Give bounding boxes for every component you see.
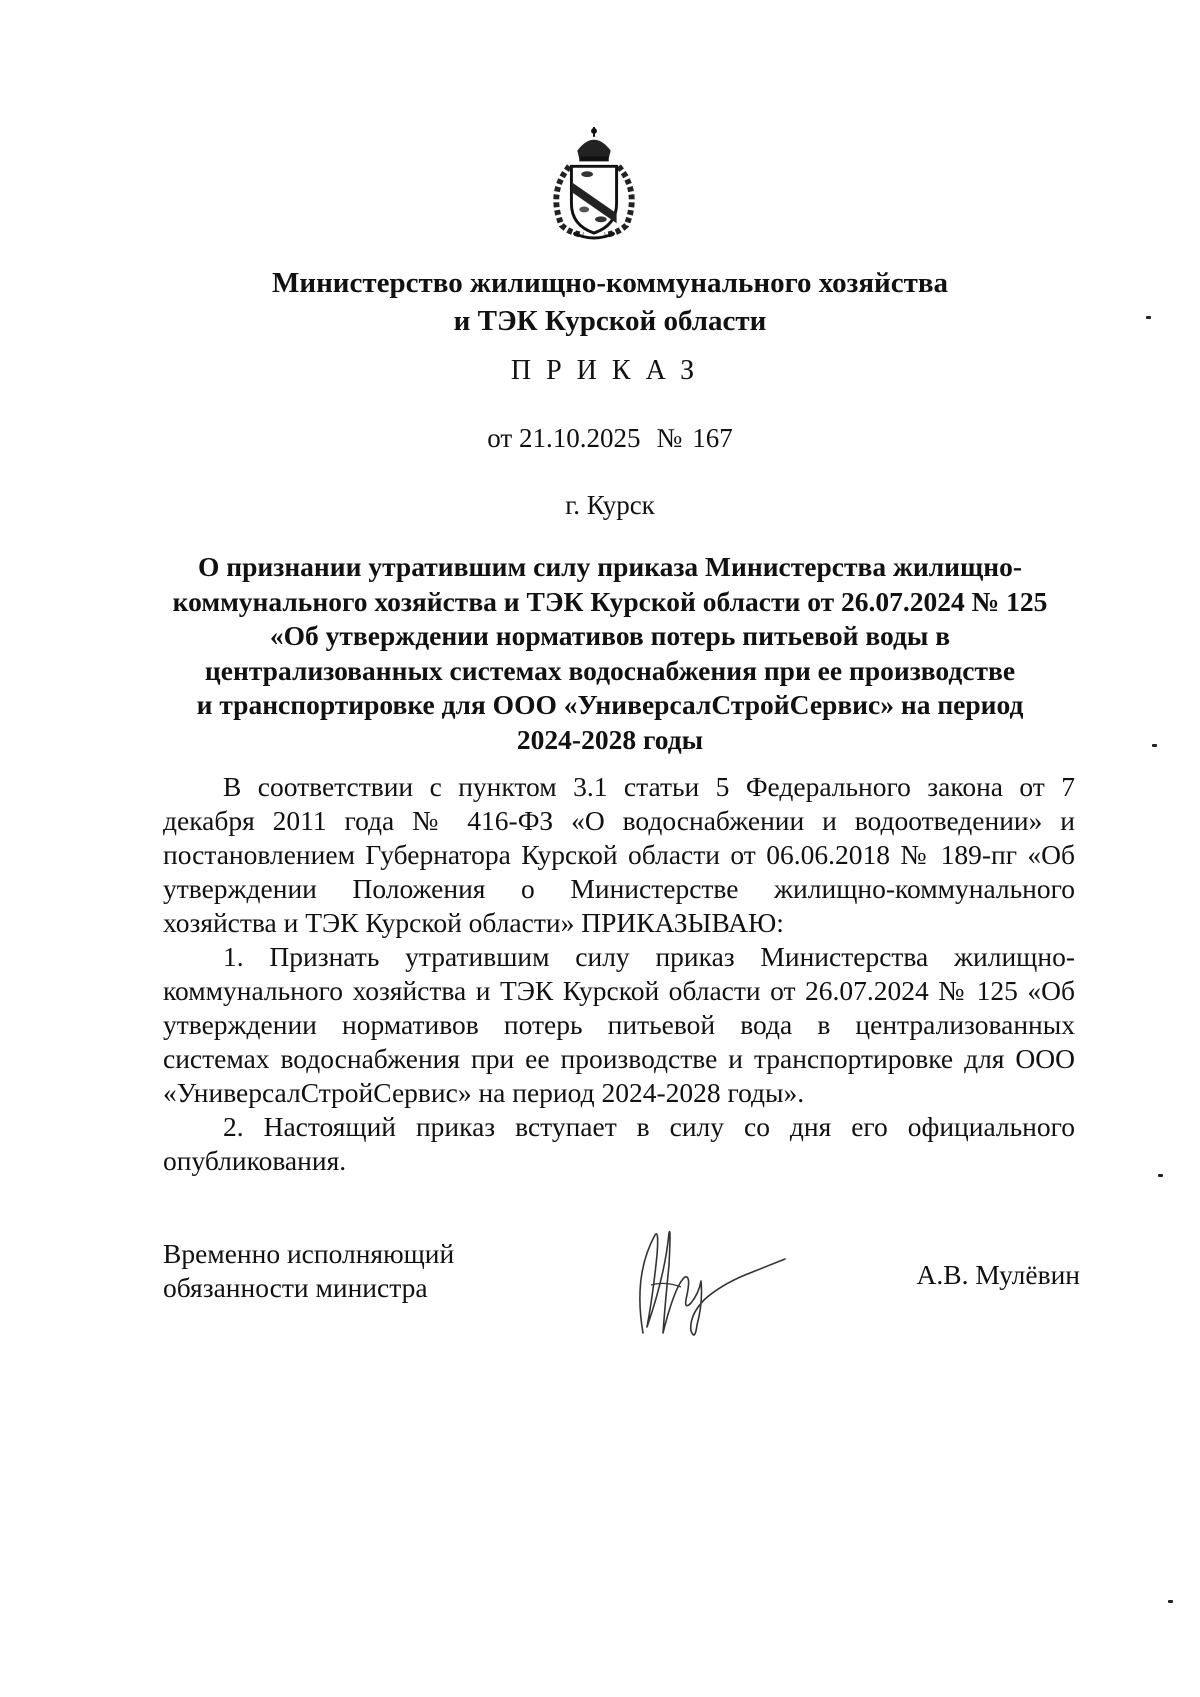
order-date: 21.10.2025 [518,423,641,453]
order-title [150,550,1070,757]
ministry-line-2: и ТЭК Курской области [453,305,767,337]
scan-speck [1146,316,1151,319]
scan-speck [1158,1174,1163,1177]
order-item-1: 1. Признать утратившим силу приказ Министерства жилищно-коммунального хозяйства и ТЭК Курской области от 26.07.2024 № 125 «Об утверждении нормативов потерь питьевой вода в централизованных системах водоснабжения при ее производстве и транспортировке для ООО «УниверсалСтройСервис» на период 2024-2028 годы». [163,941,1075,1108]
title-line: «Об утверждении нормативов потерь питьевой воды в [269,620,951,651]
signatory-name: А.В. Мулёвин [916,1259,1080,1290]
signatory-role [163,1237,523,1305]
order-number: 167 [692,423,733,453]
number-sign: № [656,423,683,453]
title-line: и транспортировке для ООО «УниверсалСтройСервис» на период [196,689,1024,720]
date-prefix: от [487,423,513,453]
order-city: г. Курск [565,490,655,520]
order-item-2: 2. Настоящий приказ вступает в силу со дня его официального опубликования. [163,1111,1075,1176]
title-line: 2024-2028 годы [516,723,704,755]
preamble-paragraph: В соответствии с пунктом 3.1 статьи 5 Федерального закона от 7 декабря 2011 года № 416-ФЗ «О водоснабжении и водоотведении» и постановлением Губернатора Курской области от 06.06.2018 № 189-пг «Об утверждении Положения о Министерстве жилищно-коммунального хозяйства и ТЭК Курской области» ПРИКАЗЫВАЮ: [163,771,1075,938]
title-line: централизованных системах водоснабжения при ее производстве [204,654,1016,686]
order-body [163,770,1075,1178]
title-line: коммунального хозяйства и ТЭК Курской области от 26.07.2024 № 125 [172,585,1048,617]
handwritten-signature-icon [625,1215,795,1345]
ministry-line-1: Министерство жилищно-коммунального хозяйства [272,267,948,299]
scan-speck [1168,1600,1173,1603]
signatory-role-line-1: Временно исполняющий [163,1238,455,1269]
signatory-role-line-2: обязанности министра [163,1272,428,1303]
ministry-name [150,264,1070,340]
order-heading: ПРИКАЗ [510,355,710,386]
title-line: О признании утратившим силу приказа Министерства жилищно- [198,551,1022,582]
scan-speck [1152,744,1157,747]
kursk-coat-of-arms-icon [540,122,648,242]
order-date-line [150,420,1070,456]
